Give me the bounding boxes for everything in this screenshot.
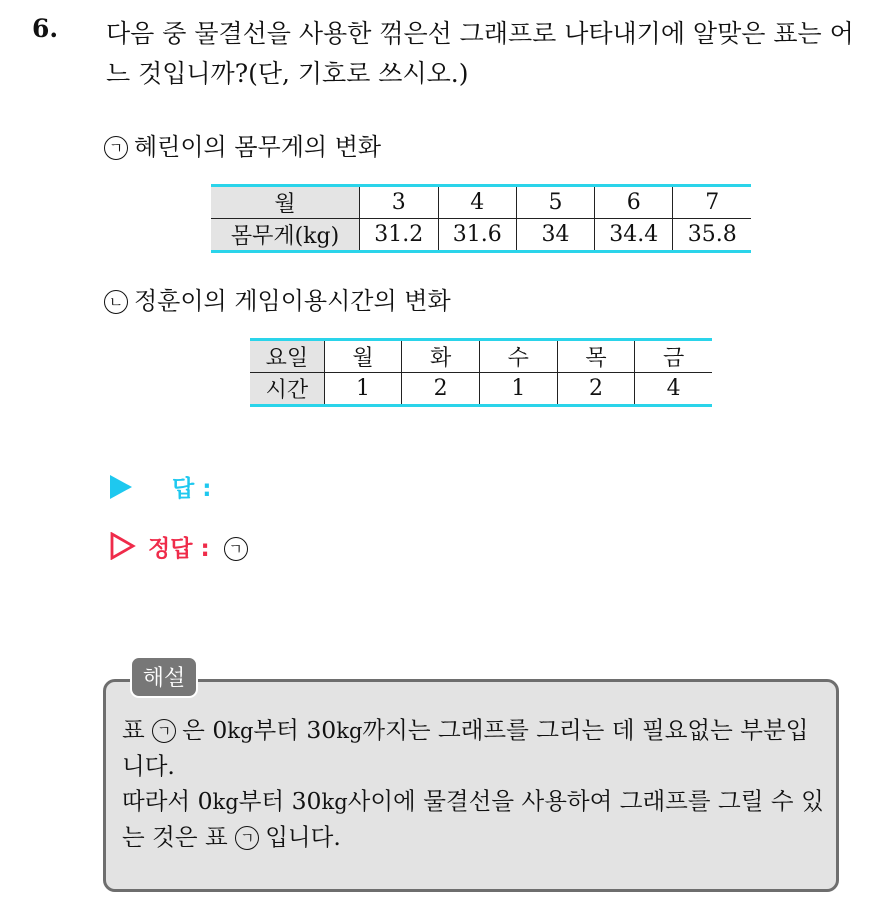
table-row (250, 373, 712, 406)
table-cell: 31.2 (360, 219, 438, 252)
explanation-symbol-icon: ㄱ (152, 719, 176, 743)
table-header-cell: 5 (516, 186, 594, 219)
play-triangle-icon (110, 475, 132, 499)
table-header-cell: 목 (557, 340, 635, 373)
table-header-label: 월 (211, 186, 360, 219)
explanation-paragraph-2 (122, 784, 827, 855)
item-1-label (104, 127, 381, 162)
exp-text-span: 부터 30 (253, 716, 337, 744)
table-row-label: 몸무게(kg) (211, 219, 360, 252)
exp-text-span: 부터 30 (238, 787, 322, 815)
exp-text-span: 입니다. (265, 823, 341, 851)
unit-kg: kg (227, 719, 254, 743)
correct-answer-row (110, 530, 254, 563)
table-row (250, 340, 712, 373)
item-1-title: 혜린이의 몸무게의 변화 (134, 133, 382, 161)
item-1-symbol-icon: ㄱ (104, 136, 128, 160)
table-cell: 1 (479, 373, 557, 406)
explanation-symbol-icon: ㄱ (235, 826, 259, 850)
table-cell: 1 (324, 373, 402, 406)
table-header-cell: 수 (479, 340, 557, 373)
exp-text-span: 은 0 (182, 716, 228, 744)
item-2-symbol-icon: ㄴ (104, 290, 128, 314)
table-header-cell: 6 (595, 186, 673, 219)
explanation-text (122, 713, 827, 855)
item-2-label (104, 281, 451, 316)
unit-kg: kg (321, 790, 348, 814)
table-header-label: 요일 (250, 340, 324, 373)
unit-kg: kg (336, 719, 363, 743)
correct-answer-symbol-icon: ㄱ (224, 537, 248, 561)
table-cell: 2 (402, 373, 480, 406)
exp-text-span: 사이에 물결선을 사용하여 그래프를 그릴 수 있는 것은 표 (122, 787, 824, 851)
table-header-cell: 월 (324, 340, 402, 373)
exp-text-span: 표 (122, 716, 153, 744)
table-header-cell: 화 (402, 340, 480, 373)
explanation-tag: 해설 (130, 656, 198, 698)
unit-kg: kg (212, 790, 239, 814)
outline-triangle-icon (110, 532, 136, 560)
table-cell: 2 (557, 373, 635, 406)
table-cell: 34 (516, 219, 594, 252)
correct-answer-label: 정답 : (148, 536, 210, 562)
explanation-paragraph-1 (122, 713, 827, 784)
table-row (211, 219, 751, 252)
exp-text-span: 까지는 그래프를 그리는 데 필요없는 부분입니다. (122, 716, 809, 780)
question-number: 6. (32, 14, 59, 43)
question-text: 다음 중 물결선을 사용한 꺾은선 그래프로 나타내기에 알맞은 표는 어느 것입니까?(단, 기호로 쓰시오.) (106, 19, 854, 88)
table-cell: 35.8 (673, 219, 751, 252)
table-row (211, 186, 751, 219)
table-header-cell: 4 (438, 186, 516, 219)
table-header-cell: 금 (635, 340, 712, 373)
weight-table (211, 184, 751, 253)
exp-text-span: 따라서 0 (122, 787, 213, 815)
table-cell: 4 (635, 373, 712, 406)
table-header-cell: 7 (673, 186, 751, 219)
table-header-cell: 3 (360, 186, 438, 219)
answer-label: 답 : (172, 476, 212, 502)
answer-row (110, 470, 211, 503)
table-cell: 31.6 (438, 219, 516, 252)
table-cell: 34.4 (595, 219, 673, 252)
game-time-table (250, 338, 712, 407)
table-row-label: 시간 (250, 373, 324, 406)
item-2-title: 정훈이의 게임이용시간의 변화 (134, 287, 451, 315)
